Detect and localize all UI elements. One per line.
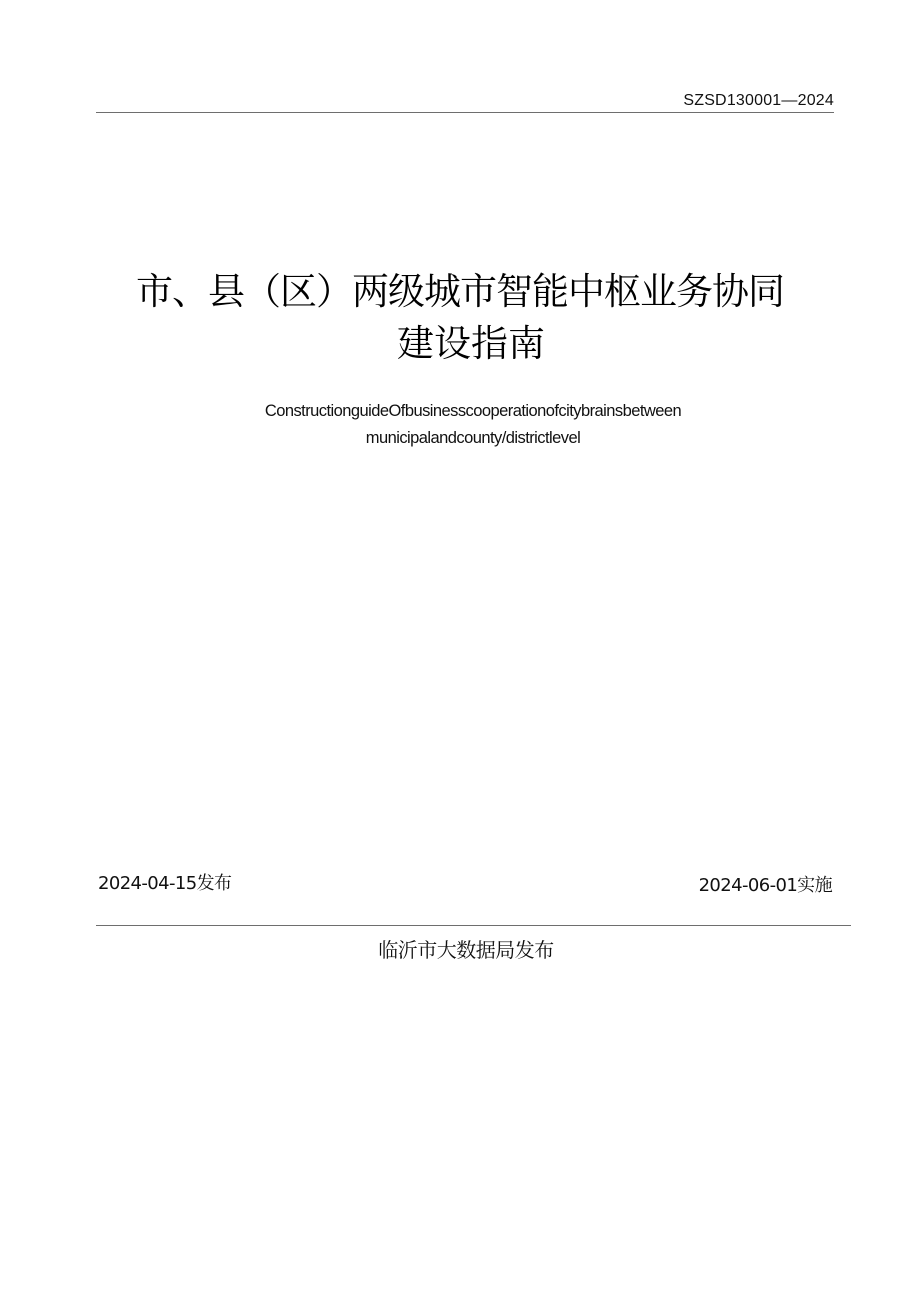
effective-date: 2024-06-01实施 bbox=[698, 875, 832, 896]
standard-code: SZSD130001—2024 bbox=[683, 92, 834, 109]
publisher-label: 临沂市大数据局发布 bbox=[378, 938, 554, 962]
document-title-line-2: 建设指南 bbox=[397, 322, 545, 365]
footer-divider bbox=[96, 925, 851, 926]
document-title-line-1: 市、县（区）两级城市智能中枢业务协同 bbox=[136, 270, 784, 313]
publisher bbox=[0, 934, 920, 963]
english-title bbox=[0, 398, 920, 452]
header-divider bbox=[96, 112, 834, 113]
english-title-line-2: municipalandcounty/districtlevel bbox=[365, 429, 581, 447]
english-title-line-1: ConstructionguideOfbusinesscooperationofcitybrainsbetween bbox=[264, 402, 682, 420]
publish-date: 2024-04-15发布 bbox=[98, 873, 232, 894]
document-title bbox=[0, 266, 920, 370]
